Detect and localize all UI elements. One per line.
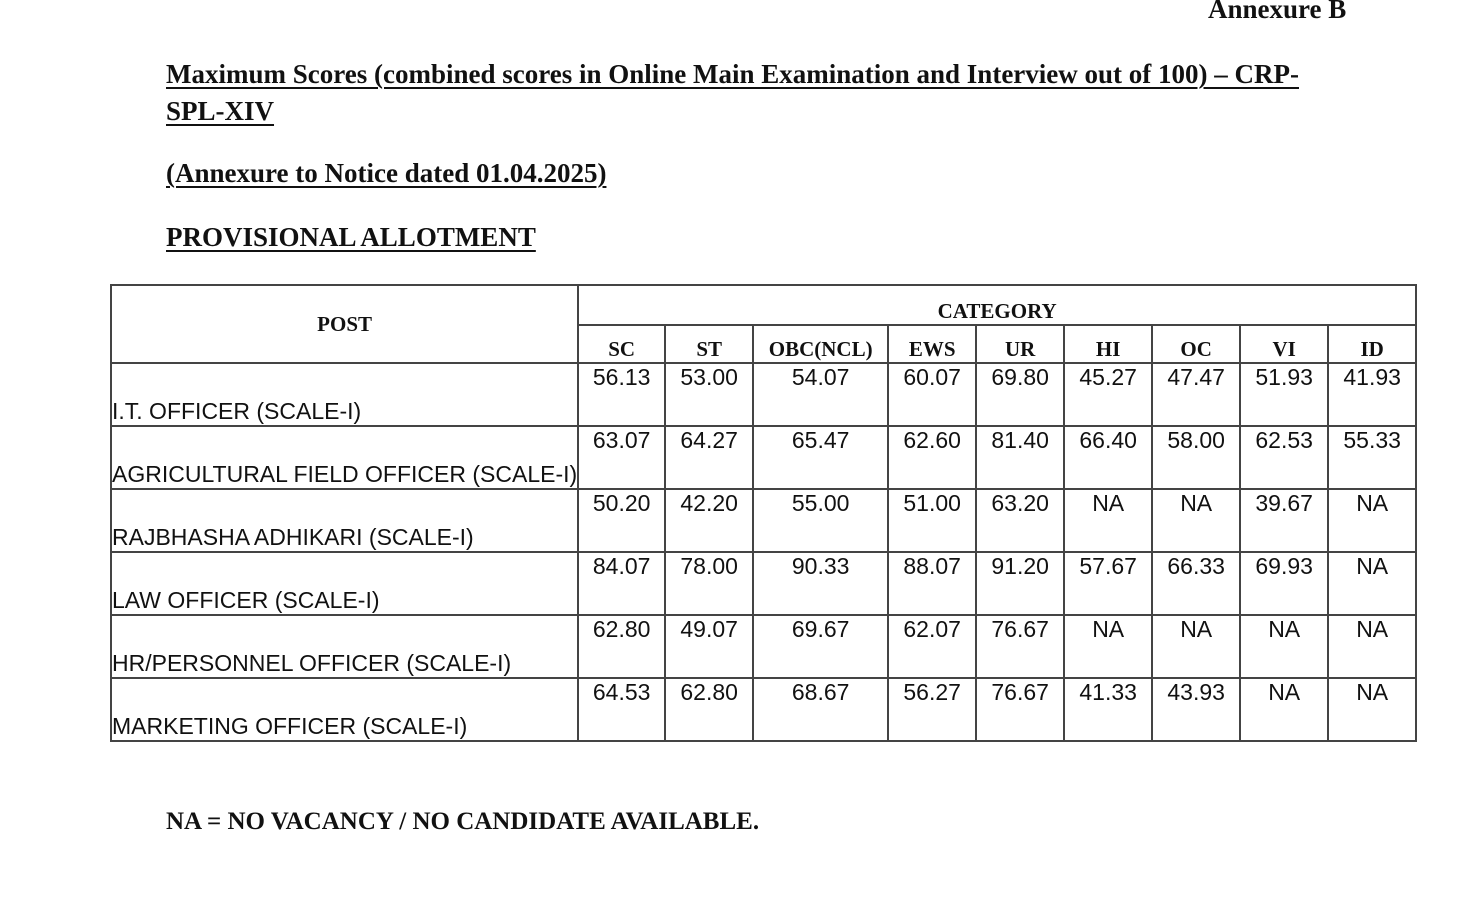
score-cell: 41.33 (1064, 678, 1152, 741)
score-cell: 64.53 (578, 678, 665, 741)
notice-subtitle: (Annexure to Notice dated 01.04.2025) (166, 158, 607, 188)
section-heading: PROVISIONAL ALLOTMENT (166, 222, 536, 252)
column-header-hi: HI (1064, 325, 1152, 363)
score-cell: 58.00 (1152, 426, 1240, 489)
category-header: CATEGORY (578, 285, 1416, 325)
score-cell: 69.67 (753, 615, 888, 678)
score-cell: 68.67 (753, 678, 888, 741)
score-cell: 76.67 (976, 678, 1064, 741)
document-title: Maximum Scores (combined scores in Online Main Examination and Interview out of 100) – CRP-SPL-XIV (166, 59, 1299, 126)
table-row (111, 489, 1416, 552)
score-cell: 51.00 (888, 489, 976, 552)
score-cell: 78.00 (665, 552, 753, 615)
table-row (111, 615, 1416, 678)
score-cell: NA (1064, 489, 1152, 552)
column-header-oc: OC (1152, 325, 1240, 363)
column-header-sc: SC (578, 325, 665, 363)
table-row (111, 678, 1416, 741)
score-cell: 45.27 (1064, 363, 1152, 426)
column-header-obc-ncl: OBC(NCL) (753, 325, 888, 363)
column-header-ews: EWS (888, 325, 976, 363)
table-row (111, 363, 1416, 426)
score-cell: 41.93 (1328, 363, 1416, 426)
table-row (111, 426, 1416, 489)
post-name-cell: MARKETING OFFICER (SCALE-I) (111, 678, 578, 741)
score-cell: 56.13 (578, 363, 665, 426)
score-cell: 69.93 (1240, 552, 1328, 615)
score-cell: 62.60 (888, 426, 976, 489)
score-cell: NA (1328, 615, 1416, 678)
score-cell: NA (1328, 552, 1416, 615)
score-cell: 49.07 (665, 615, 753, 678)
score-cell: 88.07 (888, 552, 976, 615)
score-cell: NA (1240, 615, 1328, 678)
score-cell: 81.40 (976, 426, 1064, 489)
score-cell: 91.20 (976, 552, 1064, 615)
score-cell: 51.93 (1240, 363, 1328, 426)
score-cell: 56.27 (888, 678, 976, 741)
score-cell: 64.27 (665, 426, 753, 489)
score-cell: NA (1328, 489, 1416, 552)
score-cell: 60.07 (888, 363, 976, 426)
score-cell: 50.20 (578, 489, 665, 552)
table-row (111, 552, 1416, 615)
score-cell: 63.07 (578, 426, 665, 489)
table-header-row (111, 285, 1416, 325)
score-cell: 69.80 (976, 363, 1064, 426)
post-name-cell: AGRICULTURAL FIELD OFFICER (SCALE-I) (111, 426, 578, 489)
post-name-cell: I.T. OFFICER (SCALE-I) (111, 363, 578, 426)
column-header-st: ST (665, 325, 753, 363)
score-cell: 39.67 (1240, 489, 1328, 552)
score-cell: 62.80 (665, 678, 753, 741)
column-header-ur: UR (976, 325, 1064, 363)
post-name-cell: RAJBHASHA ADHIKARI (SCALE-I) (111, 489, 578, 552)
score-cell: 55.33 (1328, 426, 1416, 489)
footnote: NA = NO VACANCY / NO CANDIDATE AVAILABLE. (166, 808, 760, 835)
annexure-label: Annexure B (1208, 0, 1347, 24)
score-cell: 62.53 (1240, 426, 1328, 489)
score-cell: 76.67 (976, 615, 1064, 678)
score-cell: 43.93 (1152, 678, 1240, 741)
score-cell: 66.33 (1152, 552, 1240, 615)
score-cell: 55.00 (753, 489, 888, 552)
score-cell: 62.07 (888, 615, 976, 678)
score-cell: NA (1152, 615, 1240, 678)
scores-table (110, 284, 1417, 742)
score-cell: NA (1240, 678, 1328, 741)
score-cell: 65.47 (753, 426, 888, 489)
score-cell: 63.20 (976, 489, 1064, 552)
column-header-vi: VI (1240, 325, 1328, 363)
score-cell: 42.20 (665, 489, 753, 552)
score-cell: 54.07 (753, 363, 888, 426)
score-cell: NA (1152, 489, 1240, 552)
score-cell: 62.80 (578, 615, 665, 678)
score-cell: 57.67 (1064, 552, 1152, 615)
score-cell: 90.33 (753, 552, 888, 615)
score-cell: 66.40 (1064, 426, 1152, 489)
score-cell: NA (1064, 615, 1152, 678)
post-column-header: POST (111, 285, 578, 363)
score-cell: 47.47 (1152, 363, 1240, 426)
column-header-id: ID (1328, 325, 1416, 363)
score-cell: 53.00 (665, 363, 753, 426)
post-name-cell: LAW OFFICER (SCALE-I) (111, 552, 578, 615)
score-cell: NA (1328, 678, 1416, 741)
post-name-cell: HR/PERSONNEL OFFICER (SCALE-I) (111, 615, 578, 678)
score-cell: 84.07 (578, 552, 665, 615)
